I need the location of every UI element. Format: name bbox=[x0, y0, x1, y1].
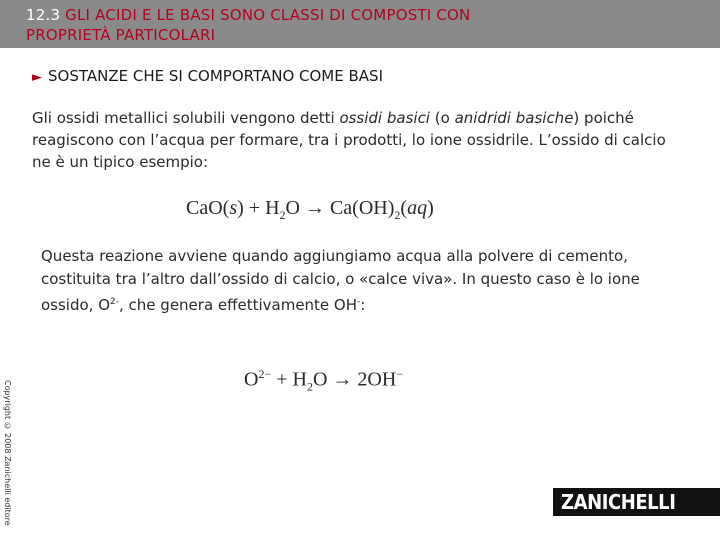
logo-text: ZANICHELLI bbox=[561, 490, 676, 514]
paragraph-1-text-b: (o bbox=[429, 109, 455, 127]
eq2-part-c: O → 2OH bbox=[312, 368, 397, 391]
term-ossidi-basici: ossidi basici bbox=[339, 109, 430, 127]
eq1-part-c: O → Ca(OH) bbox=[285, 197, 395, 219]
paragraph-2-text-b: , che genera effettivamente OH bbox=[119, 296, 358, 314]
eq2-part-b: + H bbox=[271, 368, 307, 391]
section-heading-text: SOSTANZE CHE SI COMPORTANO COME BASI bbox=[48, 67, 383, 85]
eq2-part-a: O bbox=[244, 368, 259, 391]
equation-cao-water bbox=[186, 197, 434, 223]
title-line-2: PROPRIETÀ PARTICOLARI bbox=[26, 26, 216, 44]
paragraph-1 bbox=[32, 107, 682, 173]
eq1-sub-2b: 2 bbox=[394, 208, 401, 222]
equation-oxide-water bbox=[244, 367, 403, 395]
eq1-state-aq: aq bbox=[407, 197, 428, 219]
eq1-part-e: ) bbox=[427, 197, 434, 219]
paragraph-1-text-c: ) poiché reagiscono con l’acqua per formare, tra i prodotti, lo ione ossidrile. L’ossido di calcio ne è un tipico esempio: bbox=[32, 109, 666, 171]
eq2-sup-hydroxide: − bbox=[396, 367, 404, 381]
copyright-notice: Copyright © 2008 Zanichelli editore bbox=[3, 380, 12, 526]
paragraph-2-text-c: : bbox=[360, 296, 366, 314]
eq2-sup-oxide: 2− bbox=[258, 367, 272, 381]
publisher-logo bbox=[553, 488, 720, 516]
paragraph-1-text-a: Gli ossidi metallici solubili vengono detti bbox=[32, 109, 340, 127]
eq1-part-b: ) + H bbox=[237, 197, 280, 219]
section-heading bbox=[32, 67, 383, 85]
term-anidridi-basiche: anidridi basiche bbox=[454, 109, 574, 127]
eq2-sub-2: 2 bbox=[306, 379, 313, 394]
section-number: 12.3 bbox=[26, 6, 61, 24]
paragraph-2 bbox=[41, 245, 681, 317]
bullet-arrow-icon: ► bbox=[32, 70, 42, 85]
hydroxide-charge: - bbox=[357, 297, 361, 307]
slide-header bbox=[0, 0, 720, 48]
eq1-sub-2a: 2 bbox=[279, 208, 286, 222]
eq1-part-a: CaO( bbox=[186, 197, 230, 219]
eq1-state-s: s bbox=[229, 197, 238, 219]
slide-title bbox=[26, 5, 706, 45]
title-line-1: GLI ACIDI E LE BASI SONO CLASSI DI COMPOSTI CON bbox=[65, 6, 471, 24]
oxide-charge: 2- bbox=[110, 297, 120, 307]
paragraph-2-text-a: Questa reazione avviene quando aggiungiamo acqua alla polvere di cemento, costituita tra l’altro dall’ossido di calcio, o «calce viva». In questo caso è lo ione ossido, O bbox=[41, 247, 640, 314]
eq1-part-d: ( bbox=[400, 197, 408, 219]
